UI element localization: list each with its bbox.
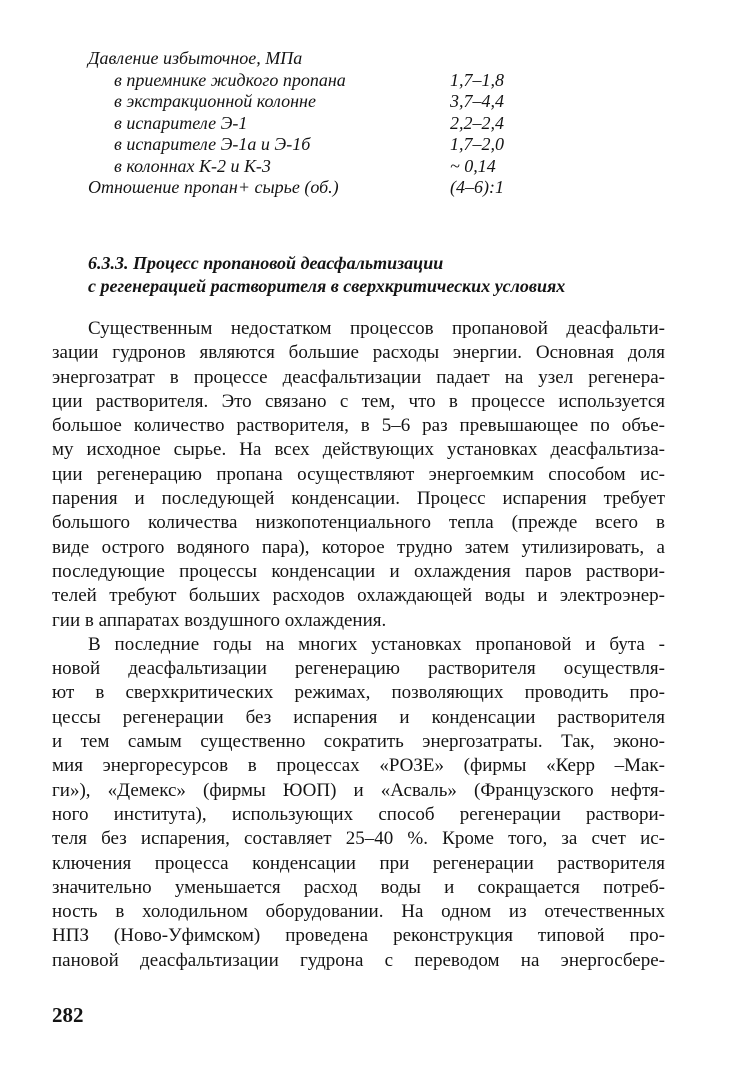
param-value: (4–6):1 — [450, 177, 504, 197]
paragraph-line: ключения процесса конденсации при регенерации растворителя — [52, 852, 665, 874]
page-number: 282 — [52, 1003, 84, 1027]
paragraph-line: большого количества низкопотенциального тепла (прежде всего в — [52, 512, 665, 534]
param-label: в экстракционной колонне — [114, 91, 316, 111]
param-row — [88, 70, 528, 92]
param-row — [88, 91, 528, 113]
paragraph-line: ют в сверхкритических режимах, позволяющих проводить про- — [52, 682, 665, 704]
section-title-line: с регенерацией растворителя в сверхкритических условиях — [88, 276, 566, 296]
paragraph-line: мия энергоресурсов в процессах «РОЗЕ» (фирмы «Керр –Мак- — [52, 755, 665, 777]
param-label: в испарителе Э-1а и Э-1б — [114, 134, 311, 154]
param-value: ~ 0,14 — [450, 155, 496, 176]
param-value: 3,7–4,4 — [450, 91, 504, 111]
param-row — [88, 156, 528, 178]
paragraph-line: му исходное сырье. На всех действующих установках деасфальтиза- — [52, 439, 665, 461]
paragraph-line: ность в холодильном оборудовании. На одном из отечественных — [52, 901, 665, 923]
param-row — [88, 134, 528, 156]
param-row — [88, 177, 528, 199]
paragraph-line: ции растворителя. Это связано с тем, что в процессе используется — [52, 390, 665, 412]
paragraph-line: В последние годы на многих установках пропановой и бута - — [88, 633, 665, 655]
param-value: 1,7–2,0 — [450, 134, 504, 154]
paragraph-line: энергозатрат в процессе деасфальтизации падает на узел регенера- — [52, 366, 665, 388]
parameters-table — [88, 48, 528, 199]
param-value: 2,2–2,4 — [450, 112, 504, 133]
param-label: в колоннах К-2 и К-3 — [114, 155, 271, 176]
body-text — [52, 317, 665, 973]
paragraph-line: ции регенерацию пропана осуществляют энергоемким способом ис- — [52, 463, 665, 485]
paragraph-line: значительно уменьшается расход воды и сокращается потреб- — [52, 876, 665, 898]
paragraph-line: пановой деасфальтизации гудрона с переводом на энергосбере- — [52, 949, 665, 971]
section-heading — [88, 252, 648, 298]
paragraph-line: виде острого водяного пара), которое трудно затем утилизировать, а — [52, 536, 665, 558]
paragraph-line: зации гудронов являются большие расходы энергии. Основная доля — [52, 342, 665, 364]
param-label: в испарителе Э-1 — [114, 112, 248, 133]
section-title-line: 6.3.3. Процесс пропановой деасфальтизации — [88, 253, 444, 273]
param-label: в приемнике жидкого пропана — [114, 69, 346, 90]
param-label: Давление избыточное, МПа — [88, 48, 303, 68]
paragraph-line: НПЗ (Ново-Уфимском) проведена реконструкция типовой про- — [52, 925, 665, 947]
paragraph-line: цессы регенерации без испарения и конденсации растворителя — [52, 706, 665, 728]
paragraph-line: теля без испарения, составляет 25–40 %. Кроме того, за счет ис- — [52, 828, 665, 850]
paragraph-line: новой деасфальтизации регенерацию растворителя осуществля- — [52, 658, 665, 680]
paragraph-line: и тем самым существенно сократить энергозатраты. Так, эконо- — [52, 731, 665, 753]
paragraph-line: Существенным недостатком процессов пропановой деасфальти- — [88, 318, 665, 339]
param-row — [88, 113, 528, 135]
paragraph-line: последующие процессы конденсации и охлаждения паров раствори- — [52, 560, 665, 582]
param-label: Отношение пропан+ сырье (об.) — [88, 177, 339, 197]
param-value: 1,7–1,8 — [450, 69, 504, 90]
paragraph-line: телей требуют больших расходов охлаждающей воды и электроэнер- — [52, 585, 665, 607]
param-row — [88, 48, 528, 70]
paragraph-line: большое количество растворителя, в 5–6 раз превышающее по объе- — [52, 415, 665, 437]
paragraph-line: парения и последующей конденсации. Процесс испарения требует — [52, 488, 665, 510]
paragraph-line: ги»), «Демекс» (фирмы ЮОП) и «Асваль» (Французского нефтя- — [52, 779, 665, 801]
paragraph-line: гии в аппаратах воздушного охлаждения. — [52, 609, 387, 631]
paragraph-line: ного института), использующих способ регенерации раствори- — [52, 803, 665, 825]
